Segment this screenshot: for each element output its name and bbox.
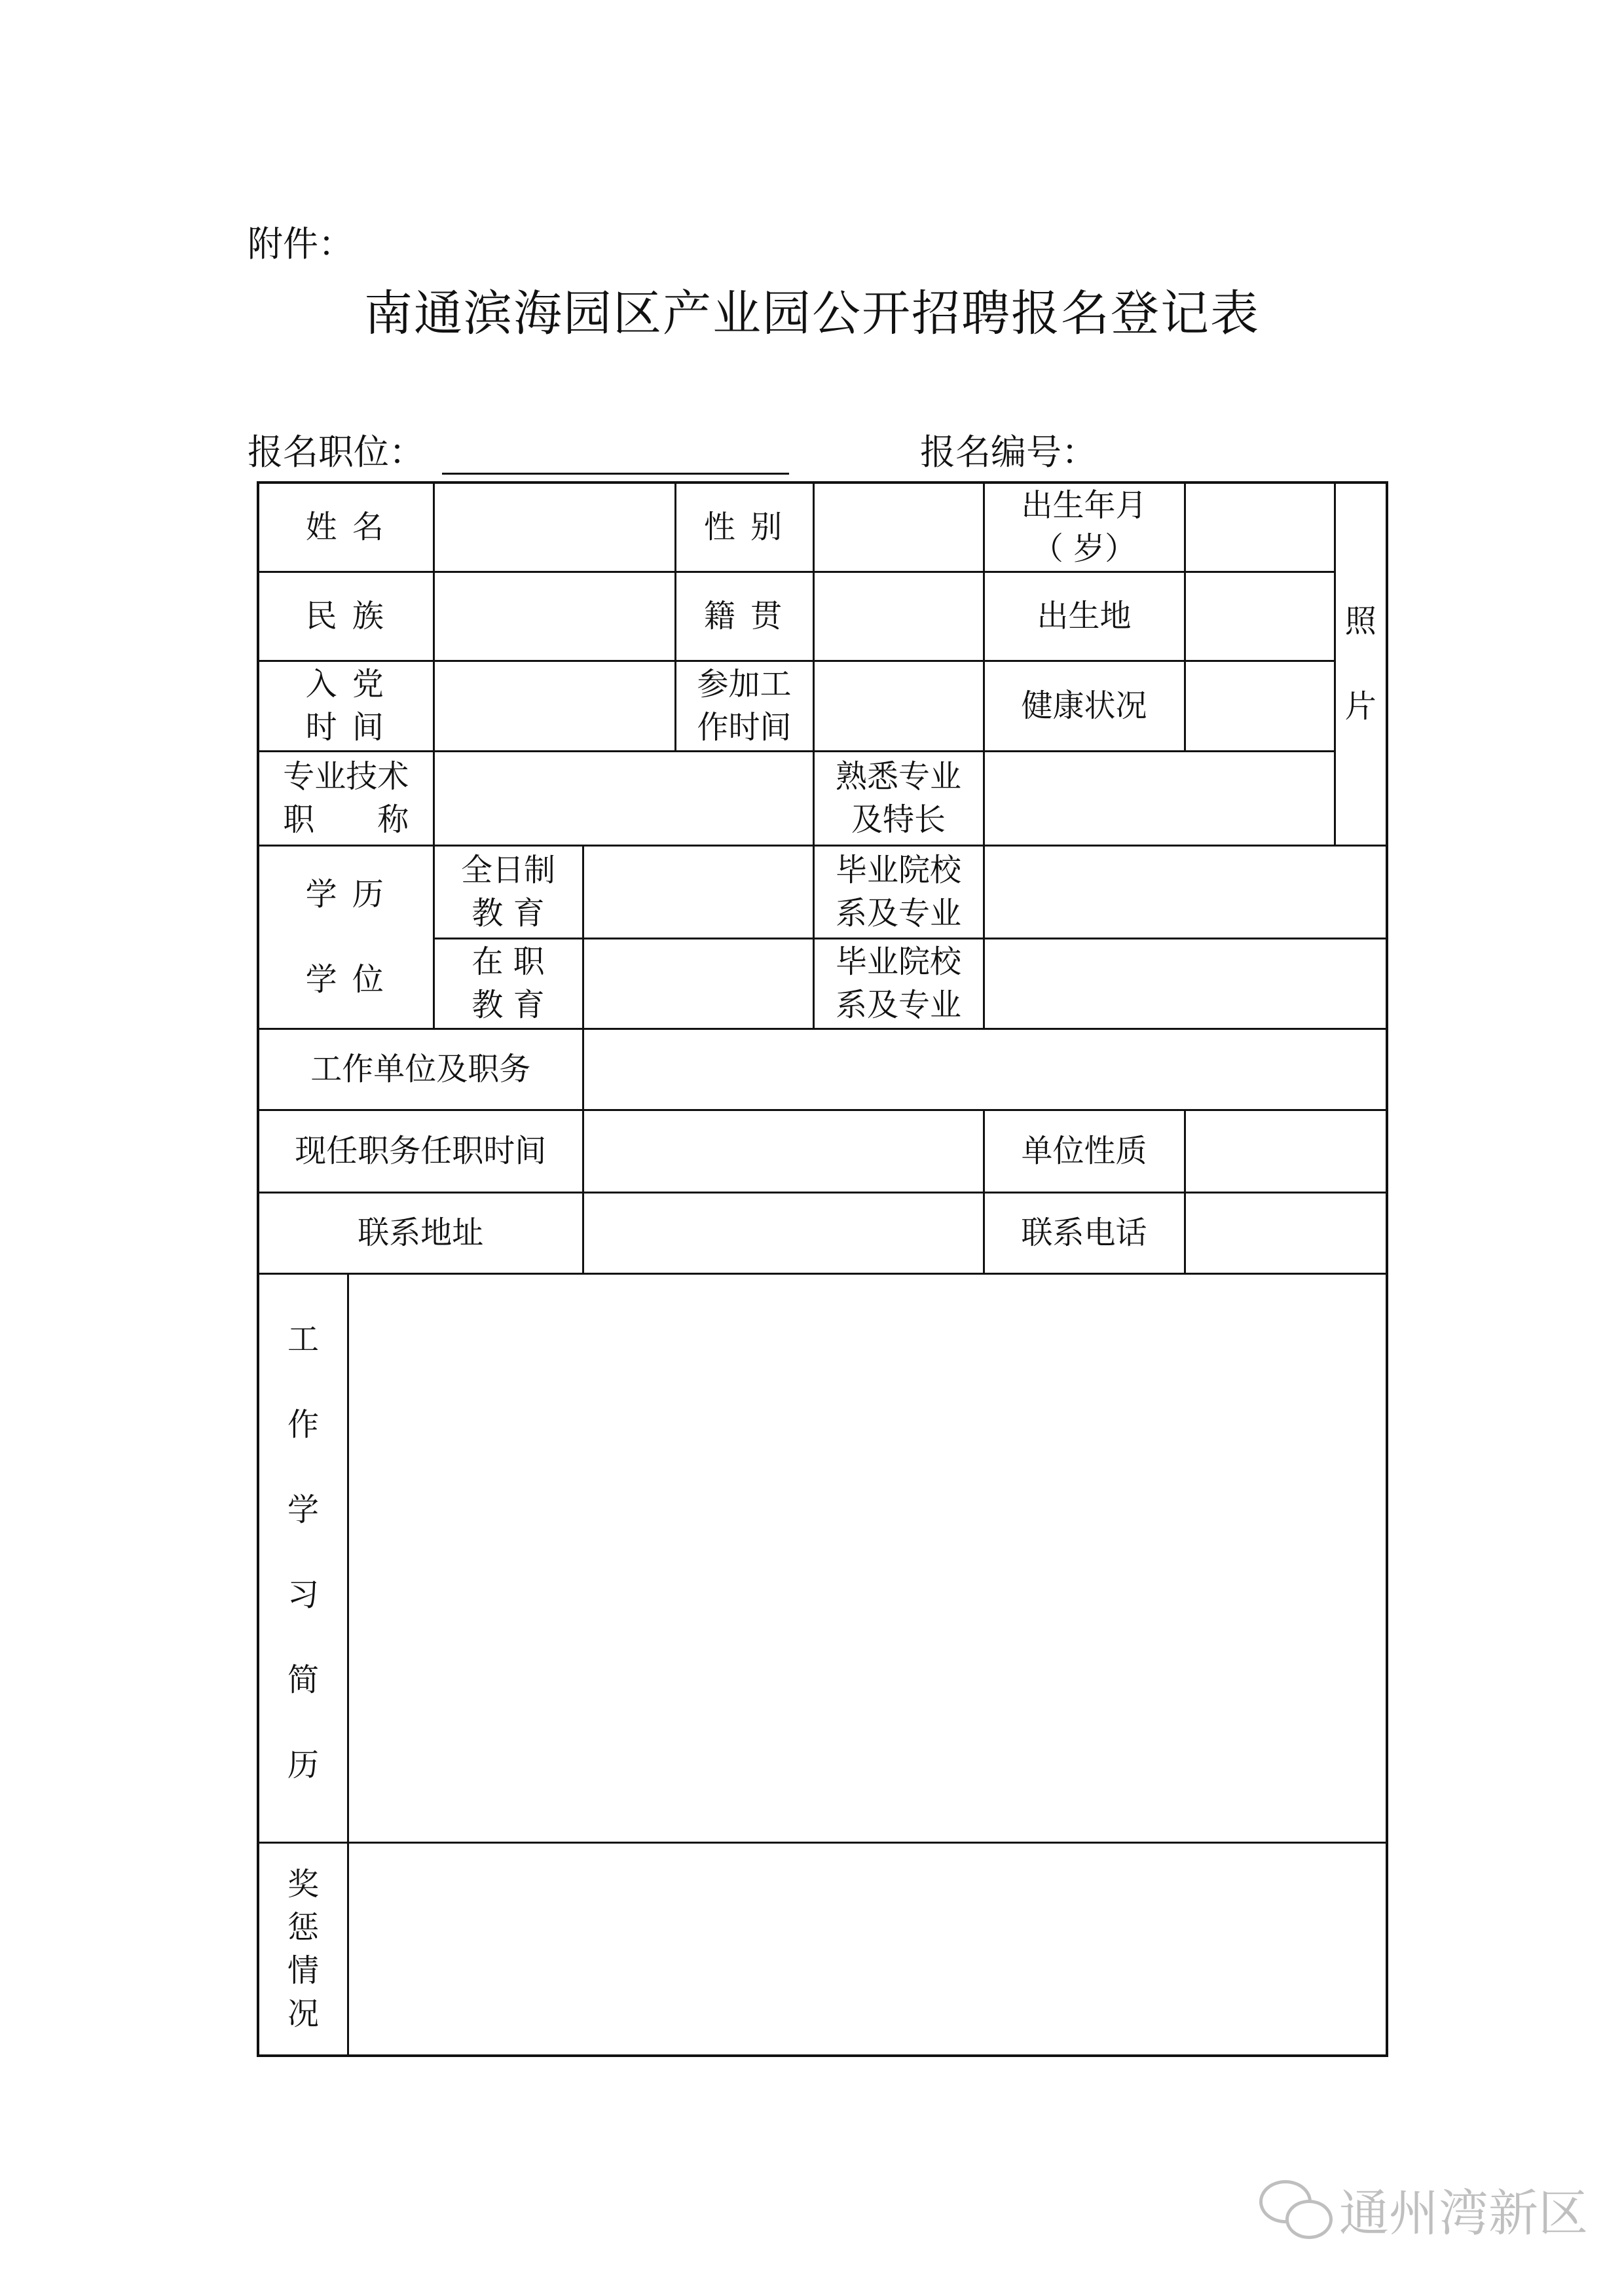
awards-char: 惩	[287, 1908, 319, 1946]
birth-label	[984, 483, 1185, 572]
photo-box[interactable]	[1335, 483, 1387, 845]
inservice-label	[434, 938, 583, 1029]
expertise-line1: 熟悉专业	[835, 758, 961, 795]
ethnicity-label: 民 族	[258, 572, 434, 661]
fulltime-field[interactable]	[583, 845, 813, 938]
inservice-line2: 教 育	[471, 987, 545, 1023]
name-field[interactable]	[434, 483, 675, 572]
birth-label-line2: （ 岁）	[1031, 530, 1137, 568]
fulltime-line1: 全日制	[460, 852, 555, 888]
resume-label	[259, 1275, 348, 1842]
work-start-line1: 参加工	[697, 666, 792, 702]
birth-field[interactable]	[1185, 483, 1335, 572]
resume-char: 历	[287, 1746, 319, 1783]
resume-char: 学	[287, 1491, 319, 1528]
photo-label-line1: 照	[1344, 603, 1376, 640]
tech-title-line1: 专业技术	[283, 758, 409, 795]
awards-char: 奖	[287, 1865, 319, 1903]
attachment-label: 附件：	[248, 223, 354, 264]
unit-nature-field[interactable]	[1185, 1110, 1387, 1192]
party-time-line2: 时 间	[305, 709, 386, 746]
work-start-label	[675, 661, 813, 751]
page-title: 南通滨海园区产业园公开招聘报名登记表	[364, 285, 1260, 342]
ethnicity-field[interactable]	[434, 572, 675, 661]
unit-nature-label: 单位性质	[984, 1110, 1185, 1192]
resume-row	[258, 1273, 1387, 1842]
native-place-field[interactable]	[813, 572, 984, 661]
awards-char: 况	[287, 1995, 319, 2032]
employer-label: 工作单位及职务	[258, 1029, 583, 1110]
position-label: 报名职位：	[248, 431, 424, 473]
native-place-label: 籍 贯	[675, 572, 813, 661]
inservice-field[interactable]	[583, 938, 813, 1029]
resume-field[interactable]	[348, 1275, 1386, 1842]
gender-label: 性 别	[675, 483, 813, 572]
expertise-label	[813, 751, 984, 845]
health-field[interactable]	[1185, 661, 1335, 751]
watermark	[1259, 2174, 1588, 2245]
resume-char: 简	[287, 1661, 319, 1698]
position-field-line[interactable]	[442, 473, 789, 475]
resume-char: 工	[287, 1321, 319, 1358]
degree-line1: 学 历	[305, 876, 386, 913]
degree-label	[258, 845, 434, 1029]
resume-char: 习	[287, 1576, 319, 1613]
awards-field[interactable]	[348, 1844, 1386, 2054]
registration-form	[257, 481, 1388, 2057]
work-start-line2: 作时间	[697, 709, 792, 746]
phone-field[interactable]	[1185, 1192, 1387, 1273]
birthplace-field[interactable]	[1185, 572, 1335, 661]
fulltime-school-line1: 毕业院校	[835, 852, 961, 888]
tech-title-line2: 职 称	[283, 801, 409, 838]
tech-title-field[interactable]	[434, 751, 813, 845]
inservice-school-line2: 系及专业	[835, 987, 961, 1023]
number-label: 报名编号：	[920, 431, 1097, 473]
fulltime-school-line2: 系及专业	[835, 895, 961, 932]
awards-label	[259, 1844, 348, 2054]
birth-label-line1: 出生年月	[1021, 487, 1147, 524]
fulltime-school-label	[813, 845, 984, 938]
inservice-school-line1: 毕业院校	[835, 943, 961, 980]
awards-char: 情	[287, 1952, 319, 1989]
tech-title-label	[258, 751, 434, 845]
fulltime-school-field[interactable]	[984, 845, 1387, 938]
party-time-field[interactable]	[434, 661, 675, 751]
resume-char: 作	[287, 1406, 319, 1443]
wechat-icon	[1259, 2180, 1331, 2239]
party-time-line1: 入 党	[305, 666, 386, 702]
current-post-time-label: 现任职务任职时间	[258, 1110, 583, 1192]
current-post-time-field[interactable]	[583, 1110, 984, 1192]
health-label: 健康状况	[984, 661, 1185, 751]
photo-label-line2: 片	[1344, 688, 1376, 725]
address-field[interactable]	[583, 1192, 984, 1273]
expertise-field[interactable]	[984, 751, 1335, 845]
degree-line2: 学 位	[305, 961, 386, 998]
party-time-label	[258, 661, 434, 751]
name-label: 姓 名	[258, 483, 434, 572]
address-label: 联系地址	[258, 1192, 583, 1273]
watermark-text: 通州湾新区	[1339, 2184, 1588, 2242]
expertise-line2: 及特长	[851, 801, 946, 838]
awards-row	[258, 1842, 1387, 2056]
inservice-school-field[interactable]	[984, 938, 1387, 1029]
fulltime-label	[434, 845, 583, 938]
phone-label: 联系电话	[984, 1192, 1185, 1273]
inservice-line1: 在 职	[471, 943, 545, 980]
fulltime-line2: 教 育	[471, 895, 545, 932]
inservice-school-label	[813, 938, 984, 1029]
employer-field[interactable]	[583, 1029, 1387, 1110]
work-start-field[interactable]	[813, 661, 984, 751]
birthplace-label: 出生地	[984, 572, 1185, 661]
gender-field[interactable]	[813, 483, 984, 572]
